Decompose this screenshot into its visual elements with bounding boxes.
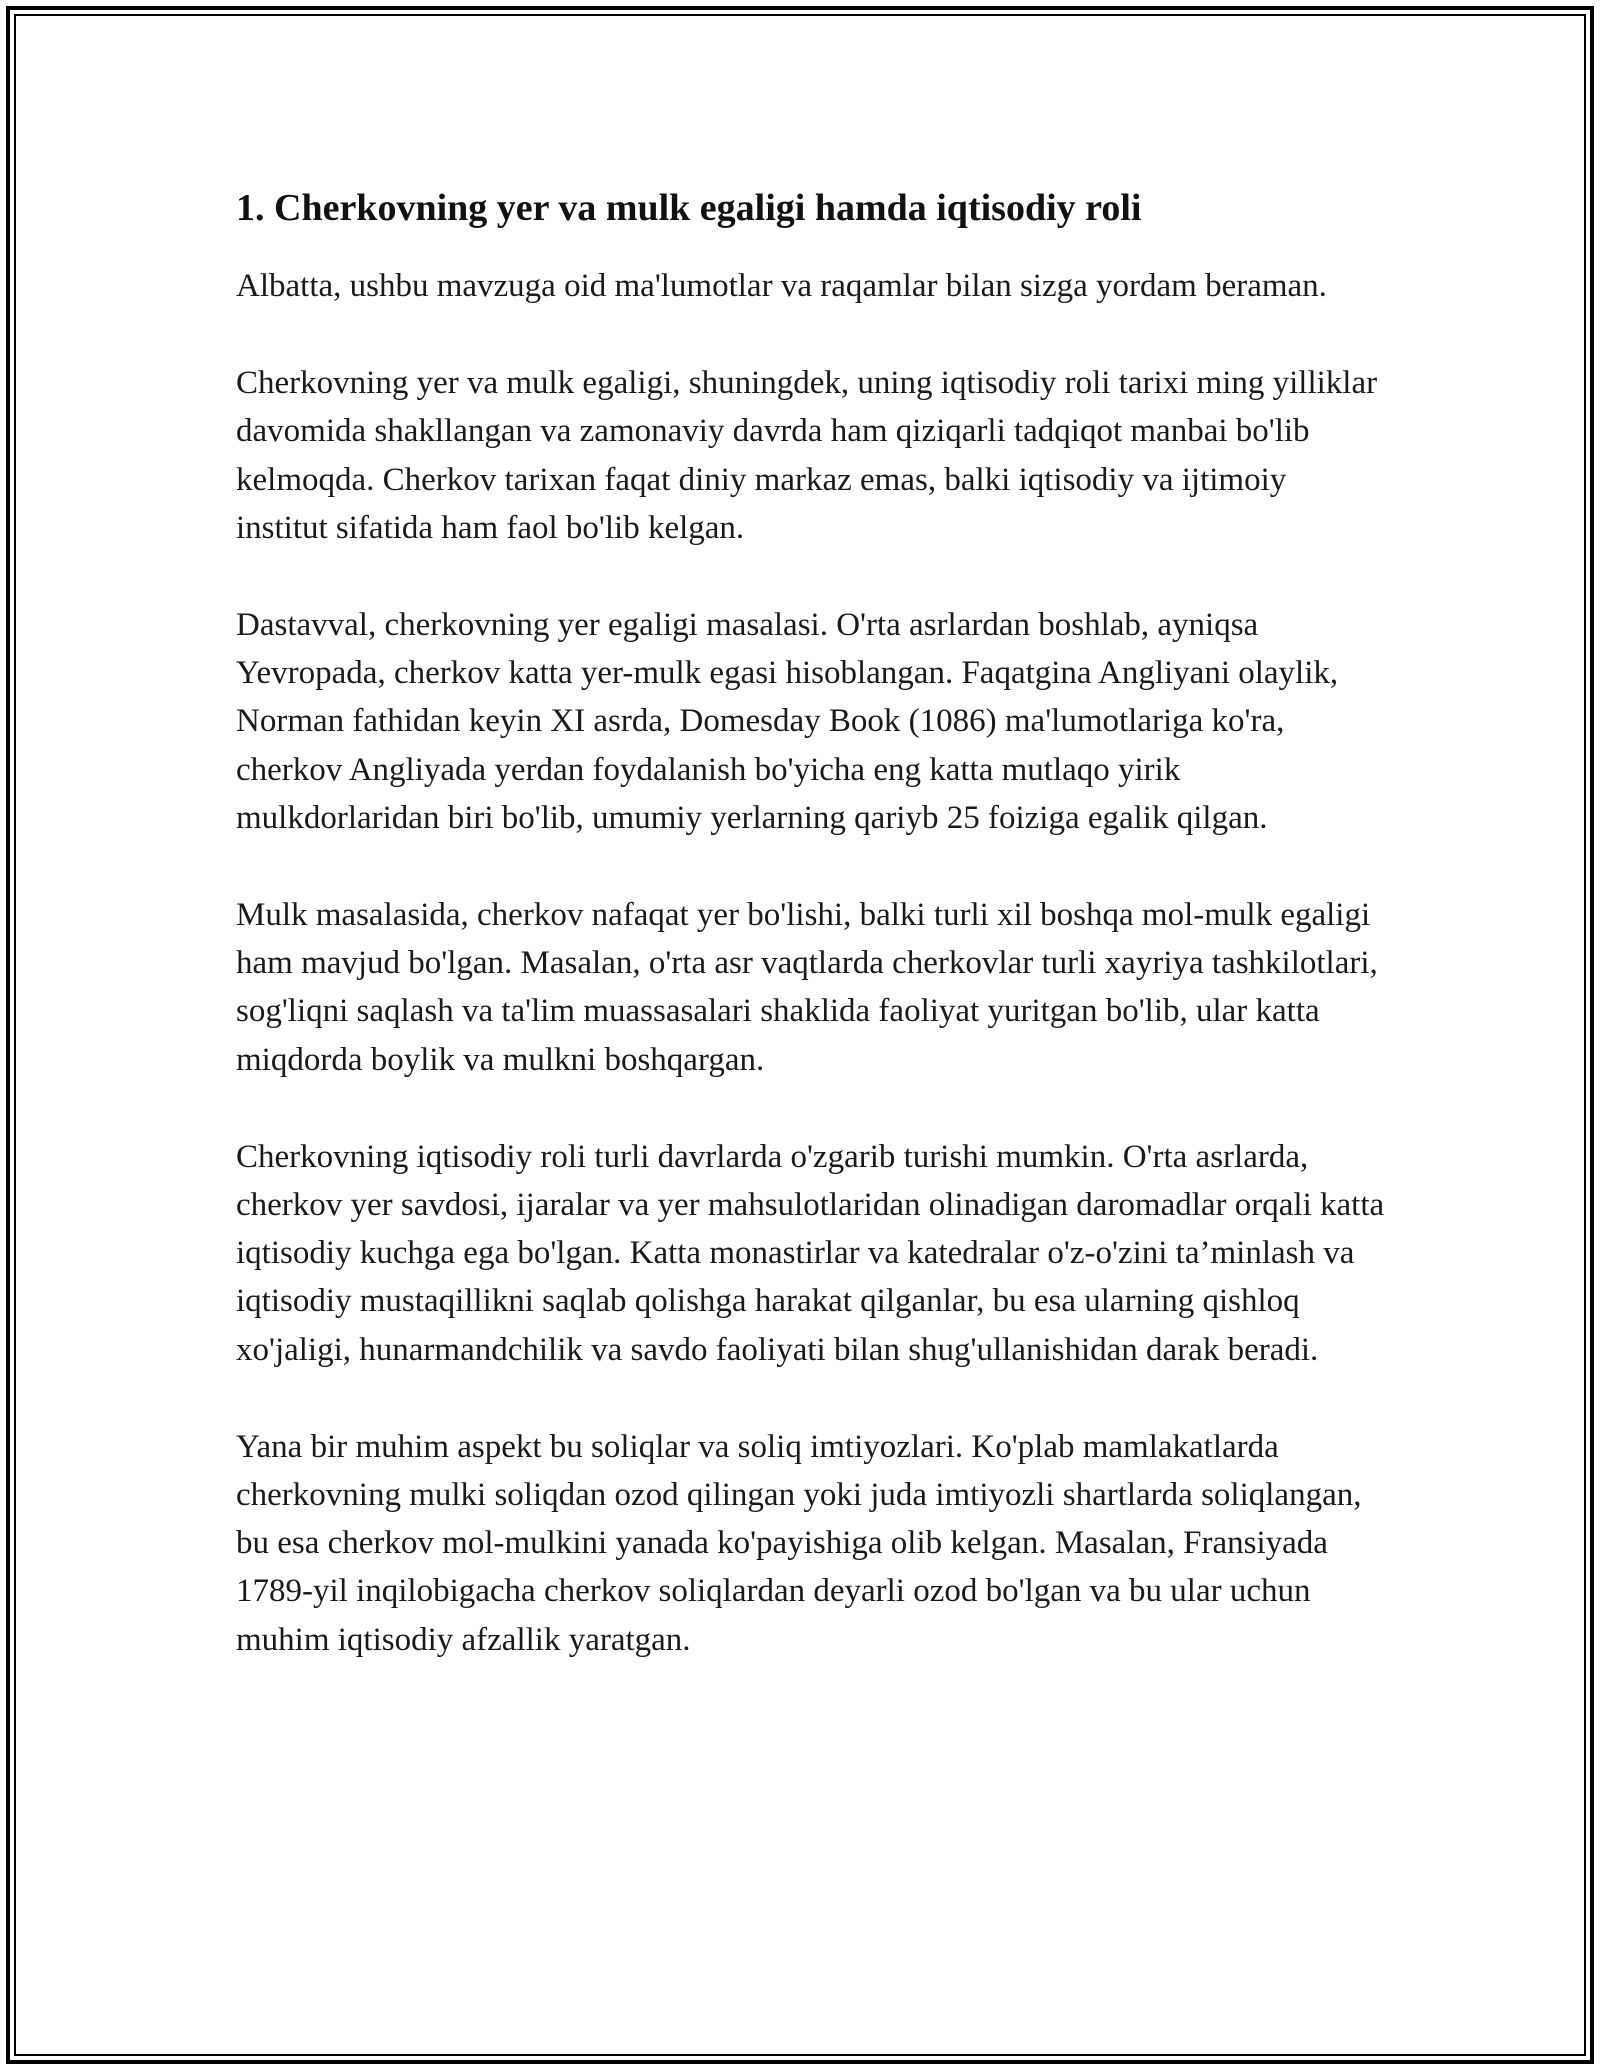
paragraph-property: Mulk masalasida, cherkov nafaqat yer bo'lishi, balki turli xil boshqa mol-mulk egaligi ham mavjud bo'lgan. Masalan, o'rta asr vaqtlarda cherkovlar turli xayriya tashkilotlari, sog'liqni saqlash va ta'lim muassasalari shaklida faoliyat yuritgan bo'lib, ular katta miqdorda boylik va mulkni boshqargan. <box>236 897 1378 1078</box>
paragraph-intro: Albatta, ushbu mavzuga oid ma'lumotlar va raqamlar bilan sizga yordam beraman. <box>236 268 1327 304</box>
paragraph-economic-role: Cherkovning iqtisodiy roli turli davrlarda o'zgarib turishi mumkin. O'rta asrlarda, cherkov yer savdosi, ijaralar va yer mahsulotlaridan olinadigan daromadlar orqali katta iqtisodiy kuchga ega bo'lgan. Katta monastirlar va katedralar o'z-o'zini ta’minlash va iqtisodiy mustaqillikni saqlab qolishga harakat qilganlar, bu esa ularning qishloq xo'jaligi, hunarmandchilik va savdo faoliyati bilan shug'ullanishidan darak beradi. <box>236 1138 1385 1368</box>
paragraph-land-ownership: Dastavval, cherkovning yer egaligi masalasi. O'rta asrlardan boshlab, ayniqsa Yevropada, cherkov katta yer-mulk egasi hisoblangan. Faqatgina Angliyani olaylik, Norman fathidan keyin XI asrda, Domesday Book (1086) ma'lumotlariga ko'ra, cherkov Angliyada yerdan foydalanish bo'yicha eng katta mutlaqo yirik mulkdorlaridan biri bo'lib, umumiy yerlarning qariyb 25 foiziga egalik qilgan. <box>236 607 1339 836</box>
paragraph-history: Cherkovning yer va mulk egaligi, shuningdek, uning iqtisodiy roli tarixi ming yilliklar davomida shakllangan va zamonaviy davrda ham qiziqarli tadqiqot manbai bo'lib kelmoqda. Cherkov tarixan faqat diniy markaz emas, balki iqtisodiy va ijtimoiy institut sifatida ham faol bo'lib kelgan. <box>236 365 1378 546</box>
paragraph-taxes: Yana bir muhim aspekt bu soliqlar va soliq imtiyozlari. Ko'plab mamlakatlarda cherkovning mulki soliqdan ozod qilingan yoki juda imtiyozli shartlarda soliqlangan, bu esa cherkov mol-mulkini yanada ko'payishiga olib kelgan. Masalan, Fransiyada 1789-yil inqilobigacha cherkov soliqlardan deyarli ozod bo'lgan va bu ular uchun muhim iqtisodiy afzallik yaratgan. <box>236 1428 1362 1658</box>
section-title: 1. Cherkovning yer va mulk egaligi hamda iqtisodiy roli <box>236 187 1142 229</box>
document-body <box>236 184 1386 1713</box>
